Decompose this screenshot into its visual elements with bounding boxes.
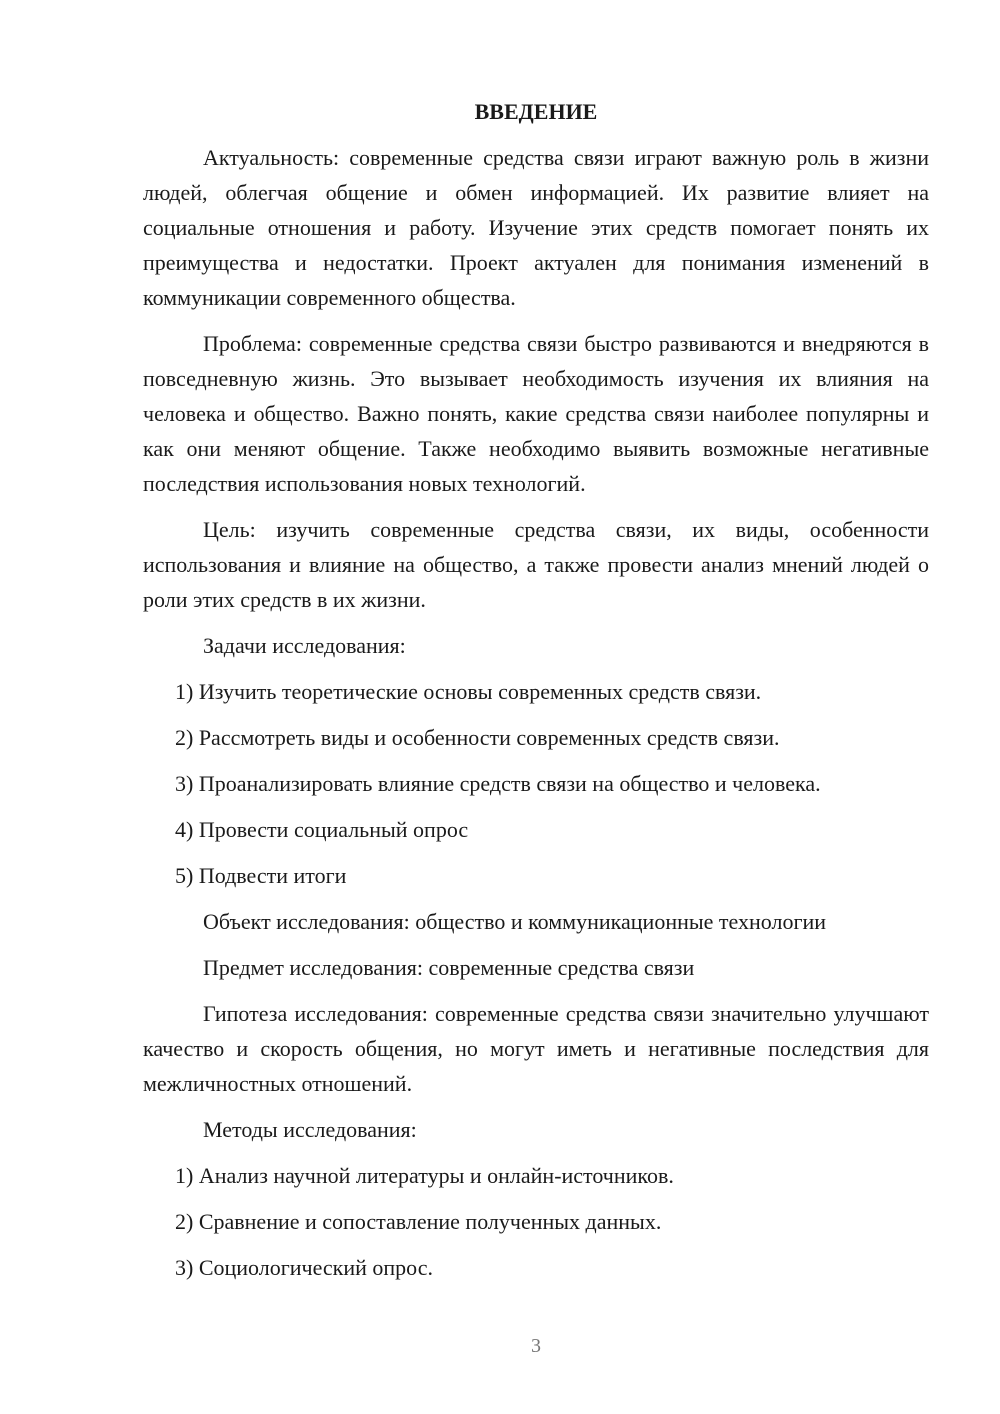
page-title: ВВЕДЕНИЕ xyxy=(474,99,598,124)
methods-list xyxy=(143,1158,929,1285)
task-item-5: 5) Подвести итоги xyxy=(175,863,347,888)
task-item-1: 1) Изучить теоретические основы современных средств связи. xyxy=(175,679,762,704)
hypothesis-paragraph: Гипотеза исследования: современные средства связи значительно улучшают качество и скорость общения, но могут иметь и негативные последствия для межличностных отношений. xyxy=(143,1001,929,1096)
task-item-2: 2) Рассмотреть виды и особенности современных средств связи. xyxy=(175,725,780,750)
subject-paragraph: Предмет исследования: современные средства связи xyxy=(203,955,695,980)
goal-paragraph: Цель: изучить современные средства связи, их виды, особенности использования и влияние на общество, а также провести анализ мнений людей о роли этих средств в их жизни. xyxy=(143,517,929,612)
object-paragraph: Объект исследования: общество и коммуникационные технологии xyxy=(203,909,827,934)
method-item-3: 3) Социологический опрос. xyxy=(175,1255,433,1280)
methods-heading: Методы исследования: xyxy=(203,1117,417,1142)
task-item-3: 3) Проанализировать влияние средств связи на общество и человека. xyxy=(175,771,821,796)
relevance-paragraph: Актуальность: современные средства связи играют важную роль в жизни людей, облегчая общение и обмен информацией. Их развитие влияет на социальные отношения и работу. Изучение этих средств помогает понять их преимущества и недостатки. Проект актуален для понимания изменений в коммуникации современного общества. xyxy=(143,145,929,310)
method-item-1: 1) Анализ научной литературы и онлайн-источников. xyxy=(175,1163,674,1188)
problem-paragraph: Проблема: современные средства связи быстро развиваются и внедряются в повседневную жизнь. Это вызывает необходимость изучения их влияния на человека и общество. Важно понять, какие средства связи наиболее популярны и как они меняют общение. Также необходимо выявить возможные негативные последствия использования новых технологий. xyxy=(143,331,929,496)
tasks-list xyxy=(143,674,929,893)
page-content xyxy=(143,94,929,1296)
page-number: 3 xyxy=(531,1335,541,1357)
tasks-heading: Задачи исследования: xyxy=(203,633,406,658)
task-item-4: 4) Провести социальный опрос xyxy=(175,817,469,842)
method-item-2: 2) Сравнение и сопоставление полученных данных. xyxy=(175,1209,662,1234)
